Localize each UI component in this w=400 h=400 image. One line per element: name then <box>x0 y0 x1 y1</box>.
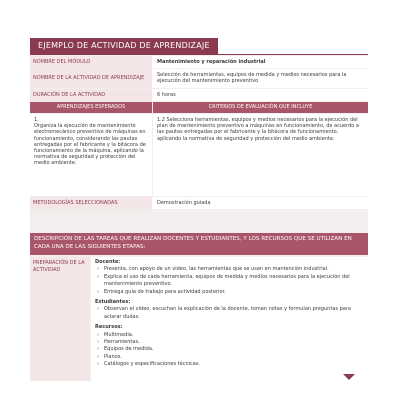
activity-banner: EJEMPLO DE ACTIVIDAD DE APRENDIZAJE <box>30 38 218 54</box>
resource-item: › Herramientas. <box>97 339 140 346</box>
activity-name-value: Selección de herramientas, equipos de medida y medios necesarios para la ejecución del mantenimiento preventivo <box>153 69 368 88</box>
teacher-item: › Presenta, con apoyo de un video, las herramientas que se usan en mantención industrial. <box>97 266 329 273</box>
students-item: › Observan el video, escuchan la explicación de la docente, toman notas y formulan preguntas para aclarar dudas. <box>97 306 351 320</box>
learning-cell <box>30 114 152 196</box>
duration-row <box>30 89 368 101</box>
methods-value: Demostración guiada <box>153 197 368 209</box>
learning-header-row <box>30 102 368 113</box>
preparation-label: PREPARACIÓN DE LA ACTIVIDAD <box>30 257 90 381</box>
resources-title: Recursos: <box>95 324 123 331</box>
chevron-right-icon: › <box>97 361 99 368</box>
teacher-item: › Explica el uso de cada herramienta, equipos de medida y medios necesarios para la ejecución del mantenimiento preventivo. <box>97 273 350 288</box>
activity-name-row <box>30 69 368 88</box>
learning-text: Organiza la ejecución de mantenimiento electromecánico preventivo de máquinas en funcionamiento, considerando las pautas entregadas por el fabricante y la bitácora de funcionamiento de la máquina, aplicando la normativa de seguridad y protección del medio ambiente. <box>34 123 146 167</box>
chevron-right-icon: › <box>97 273 99 280</box>
learning-number: 1. <box>34 117 39 123</box>
methods-row <box>30 197 368 209</box>
chevron-right-icon: › <box>97 353 99 360</box>
module-value: Mantenimiento y reparación industrial <box>153 56 368 68</box>
module-label: NOMBRE DEL MÓDULO <box>30 56 152 68</box>
teacher-title: Docente: <box>95 259 121 265</box>
preparation-body <box>91 257 368 381</box>
tasks-description-header: DESCRIPCIÓN DE LAS TAREAS QUE REALIZAN DOCENTES Y ESTUDIANTES, Y LOS RECURSOS QUE SE UTILIZAN EN CADA UNA DE LAS SIGUIENTES ETAPAS: <box>30 233 368 255</box>
students-title: Estudiantes: <box>95 299 131 306</box>
methods-label: METODOLOGÍAS SELECCIONADAS <box>30 197 152 209</box>
resource-item: › Planos. <box>97 353 122 360</box>
continue-triangle-icon <box>343 374 355 380</box>
chevron-right-icon: › <box>97 339 99 346</box>
resource-item: › Multimedia. <box>97 331 134 338</box>
chevron-right-icon: › <box>97 288 99 295</box>
resource-item: › Equipos de medida. <box>97 346 154 353</box>
criteria-header: CRITERIOS DE EVALUACIÓN QUE INCLUYE <box>153 102 368 113</box>
activity-name-label: NOMBRE DE LA ACTIVIDAD DE APRENDIZAJE <box>30 69 152 88</box>
chevron-right-icon: › <box>97 346 99 353</box>
chevron-right-icon: › <box>97 331 99 338</box>
chevron-right-icon: › <box>97 306 99 313</box>
duration-value: 6 horas <box>153 89 368 101</box>
duration-label: DURACIÓN DE LA ACTIVIDAD <box>30 89 152 101</box>
teacher-item: › Entrega guía de trabajo para actividad posterior. <box>97 288 226 295</box>
resource-item: › Catálogos y especificaciones técnicas. <box>97 361 201 368</box>
criteria-cell: 1.2 Selecciona herramientas, equipos y medios necesarios para la ejecución del plan de mantenimiento preventivo a máquinas en funcionamiento, de acuerdo a las pautas entregadas por el fabricante y la bitácora de funcionamiento, aplicando la normativa de seguridad y protección del medio ambiente. <box>153 114 368 196</box>
chevron-right-icon: › <box>97 266 99 273</box>
learning-header: APRENDIZAJES ESPERADOS <box>30 102 152 113</box>
module-row <box>30 56 368 68</box>
